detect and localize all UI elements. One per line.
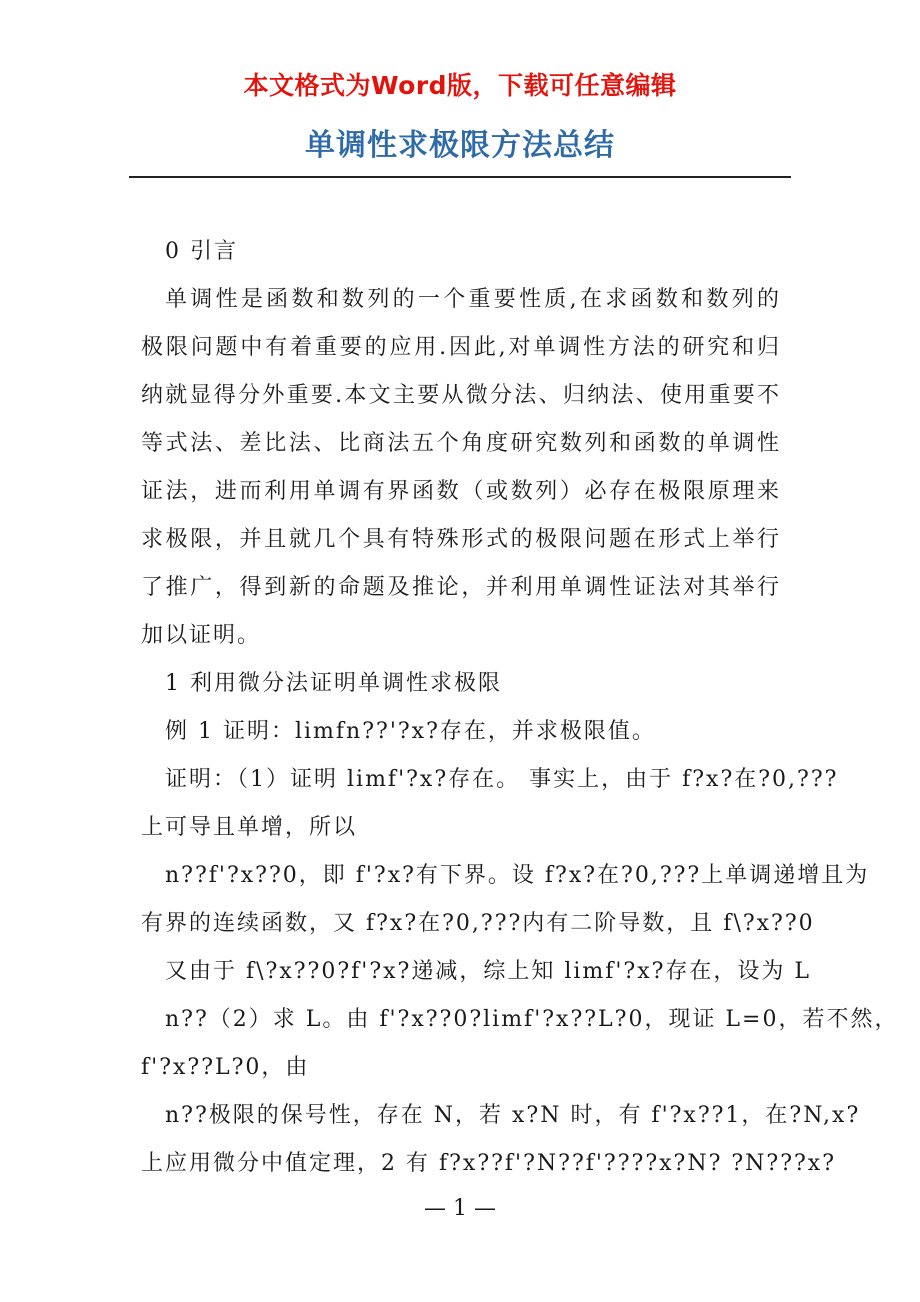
proof-line: 又由于 f\?x??0?f'?x?递减，综上知 limf'?x?存在，设为 L xyxy=(165,959,812,984)
paragraph-line: 证法，进而利用单调有界函数（或数列）必存在极限原理来 xyxy=(141,479,781,504)
section-heading: 0 引言 xyxy=(165,239,238,264)
document-title: 单调性求极限方法总结 xyxy=(305,128,615,163)
title-divider xyxy=(129,176,791,178)
paragraph-line: 等式法、差比法、比商法五个角度研究数列和函数的单调性 xyxy=(141,431,781,456)
proof-line: 证明：（1）证明 limf'?x?存在。 事实上，由于 f?x?在?0,??? xyxy=(165,767,839,792)
paragraph-line: 了推广，得到新的命题及推论，并利用单调性证法对其举行 xyxy=(141,575,781,600)
paragraph-line: 极限问题中有着重要的应用.因此,对单调性方法的研究和归 xyxy=(141,335,781,360)
download-banner: 本文格式为Word版，下载可任意编辑 xyxy=(243,71,677,100)
paragraph-line: 加以证明。 xyxy=(141,623,262,648)
page-number: — 1 — xyxy=(424,1196,496,1221)
proof-line: 有界的连续函数，又 f?x?在?0,???内有二阶导数，且 f\?x??0 xyxy=(141,911,815,936)
proof-line: 上应用微分中值定理，2 有 f?x??f'?N??f'????x?N? ?N???x? xyxy=(141,1151,836,1176)
paragraph-line: 单调性是函数和数列的一个重要性质,在求函数和数列的 xyxy=(165,287,781,312)
proof-line: n??f'?x??0，即 f'?x?有下界。设 f?x?在?0,???上单调递增且为 xyxy=(165,863,870,888)
proof-line: 上可导且单增，所以 xyxy=(141,815,358,840)
section-heading: 1 利用微分法证明单调性求极限 xyxy=(165,671,502,696)
proof-line: n??极限的保号性，存在 N，若 x?N 时，有 f'?x??1，在?N,x? xyxy=(165,1103,861,1128)
paragraph-line: 纳就显得分外重要.本文主要从微分法、归纳法、使用重要不 xyxy=(141,383,781,408)
proof-line: f'?x??L?0，由 xyxy=(141,1055,310,1080)
proof-line: n??（2）求 L。由 f'?x??0?limf'?x??L?0，现证 L=0，若不然， xyxy=(165,1007,899,1032)
paragraph-line: 求极限，并且就几个具有特殊形式的极限问题在形式上举行 xyxy=(141,527,781,552)
example-line: 例 1 证明：limfn??'?x?存在，并求极限值。 xyxy=(165,719,656,744)
